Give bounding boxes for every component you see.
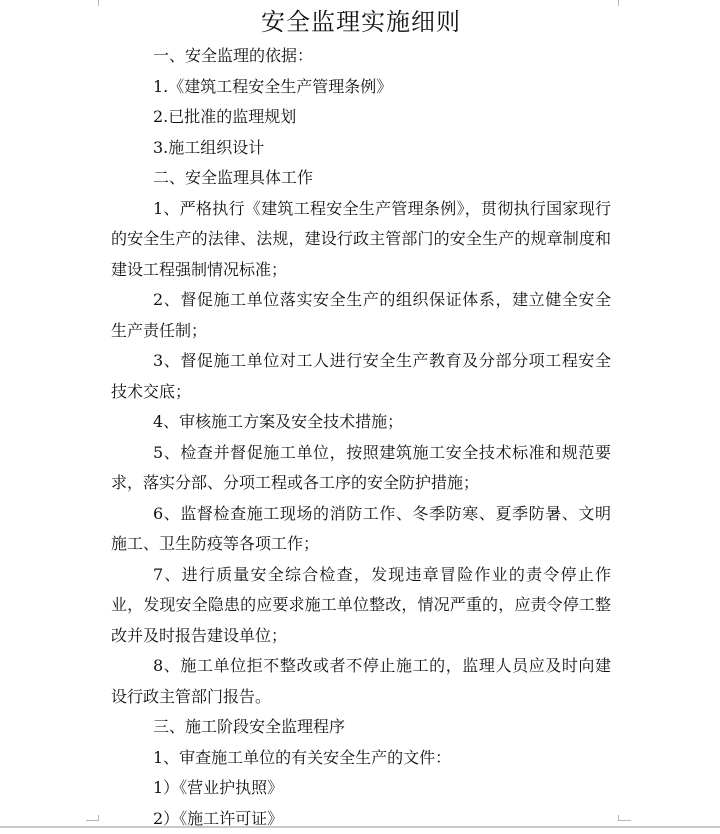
list-item: 4、审核施工方案及安全技术措施； [111, 407, 611, 438]
list-item: 2）《施工许可证》 [111, 804, 611, 834]
document-body [111, 0, 611, 834]
page-corner-mark-top-left [86, 0, 99, 6]
list-item: 1、审查施工单位的有关安全生产的文件： [111, 743, 611, 774]
list-item: 6、监督检查施工现场的消防工作、冬季防寒、夏季防暑、文明施工、卫生防疫等各项工作； [111, 499, 611, 560]
document-title: 安全监理实施细则 [111, 7, 611, 41]
list-item: 1、严格执行《建筑工程安全生产管理条例》，贯彻执行国家现行的安全生产的法律、法规，建设行政主管部门的安全生产的规章制度和建设工程强制情况标准； [111, 194, 611, 286]
list-item: 8、施工单位拒不整改或者不停止施工的，监理人员应及时向建设行政主管部门报告。 [111, 651, 611, 712]
page-corner-mark-bottom-right [618, 815, 631, 821]
list-item: 2.已批准的监理规划 [111, 102, 611, 133]
list-item: 7、进行质量安全综合检查，发现违章冒险作业的责令停止作业，发现安全隐患的应要求施工单位整改，情况严重的，应责令停工整改并及时报告建设单位； [111, 560, 611, 652]
list-item: 3、督促施工单位对工人进行安全生产教育及分部分项工程安全技术交底； [111, 346, 611, 407]
section-heading-work: 二、安全监理具体工作 [111, 163, 611, 194]
list-item: 3.施工组织设计 [111, 133, 611, 164]
list-item: 1）《营业护执照》 [111, 773, 611, 804]
list-item: 5、检查并督促施工单位，按照建筑施工安全技术标准和规范要求，落实分部、分项工程或各工序的安全防护措施； [111, 438, 611, 499]
page-corner-mark-bottom-left [86, 815, 99, 821]
section-heading-basis: 一、安全监理的依据： [111, 41, 611, 72]
section-heading-procedure: 三、施工阶段安全监理程序 [111, 712, 611, 743]
page-corner-mark-top-right [618, 0, 631, 6]
list-item: 1.《建筑工程安全生产管理条例》 [111, 72, 611, 103]
list-item: 2、督促施工单位落实安全生产的组织保证体系，建立健全安全生产责任制； [111, 285, 611, 346]
